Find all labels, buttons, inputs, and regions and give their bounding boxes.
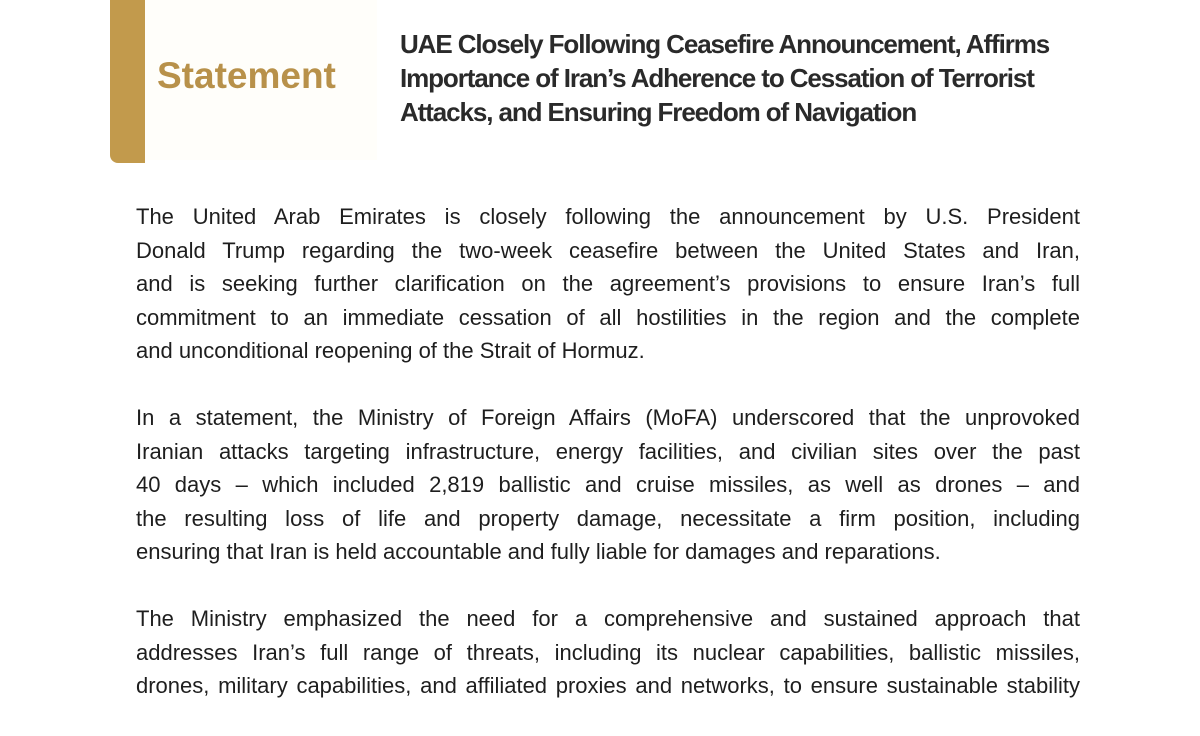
document-type-label: Statement bbox=[157, 55, 336, 96]
headline-line: UAE Closely Following Ceasefire Announcement, Affirms bbox=[400, 29, 1050, 59]
paragraph-line: 40 days – which included 2,819 ballistic and cruise missiles, as well as drones – and bbox=[136, 472, 1080, 498]
paragraph-line: drones, military capabilities, and affiliated proxies and networks, to ensure sustainable stability bbox=[136, 673, 1080, 699]
paragraph-line: Donald Trump regarding the two-week ceasefire between the United States and Iran, bbox=[136, 237, 1080, 263]
paragraph-line: In a statement, the Ministry of Foreign Affairs (MoFA) underscored that the unprovoked bbox=[136, 404, 1080, 430]
headline-line: Importance of Iran’s Adherence to Cessation of Terrorist bbox=[400, 63, 1034, 93]
headline-line: Attacks, and Ensuring Freedom of Navigation bbox=[400, 97, 917, 127]
paragraph-line: commitment to an immediate cessation of all hostilities in the region and the complete bbox=[136, 304, 1080, 330]
paragraph bbox=[136, 200, 1080, 368]
paragraph-line: and is seeking further clarification on the agreement’s provisions to ensure Iran’s full bbox=[136, 271, 1080, 297]
accent-bar bbox=[110, 0, 145, 163]
headline bbox=[400, 27, 1100, 129]
paragraph-line: the resulting loss of life and property damage, necessitate a firm position, including bbox=[136, 505, 1080, 531]
paragraph-line: ensuring that Iran is held accountable and fully liable for damages and reparations. bbox=[136, 539, 941, 565]
paragraph-line: Iranian attacks targeting infrastructure, energy facilities, and civilian sites over the past bbox=[136, 438, 1080, 464]
statement-body bbox=[136, 200, 1080, 736]
paragraph-line: and unconditional reopening of the Strait of Hormuz. bbox=[136, 338, 645, 364]
paragraph bbox=[136, 401, 1080, 569]
paragraph-line: The Ministry emphasized the need for a comprehensive and sustained approach that bbox=[136, 605, 1080, 631]
paragraph bbox=[136, 602, 1080, 703]
paragraph-line: The United Arab Emirates is closely following the announcement by U.S. President bbox=[136, 204, 1080, 229]
paragraph-line: addresses Iran’s full range of threats, including its nuclear capabilities, ballistic missiles, bbox=[136, 639, 1080, 665]
